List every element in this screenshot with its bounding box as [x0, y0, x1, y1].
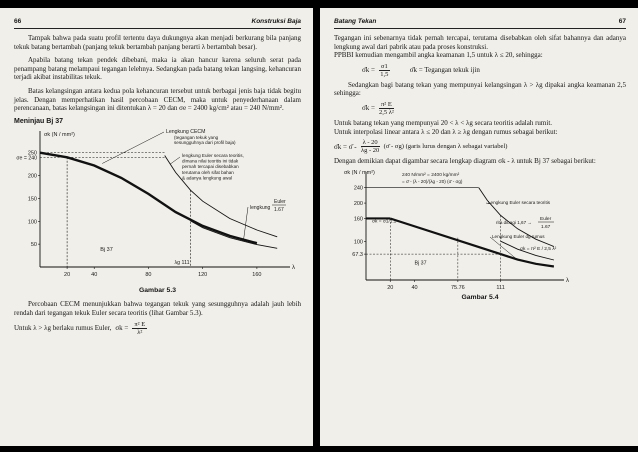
formula-2-lhs: σ̄k = [362, 104, 375, 113]
y-tick-label: 67.3 [352, 251, 363, 258]
section-heading: Meninjau Bj 37 [14, 117, 64, 125]
right-running-title: Batang Tekan [334, 18, 377, 25]
left-running-title: Konstruksi Baja [251, 18, 301, 25]
yield-note: 240 N/mm² = 2400 kg/mm² [402, 172, 460, 178]
right-page-number: 67 [618, 18, 626, 25]
x-axis-label: λ [566, 277, 569, 284]
formula-3-rest: (σ̄ - σg) (garis lurus dengan λ sebagai variabel) [383, 142, 508, 150]
cecm-note-1: (tegangan tekuk yang [174, 135, 219, 141]
formula-2-fraction [379, 101, 394, 116]
series-line-3 [501, 254, 554, 266]
euler-formula [14, 321, 301, 336]
x-tick-label: 40 [91, 272, 98, 279]
formula-2-denominator: 2,5 λ² [378, 108, 394, 116]
formula-3-lhs: σ̄k = σ̄ - [334, 142, 357, 151]
y-tick-label: 240 [353, 185, 363, 192]
y-axis-label: σk (N / mm²) [344, 169, 375, 176]
y-axis-label: σk (N / mm²) [44, 132, 75, 139]
interp-note: = σ̄ - (λ - 20)/(λg - 20) (σ̄ - σg) [402, 178, 463, 184]
right-paragraph-6: Dengan demikian dapat digambar secara lengkap diagram σk - λ untuk Bj 37 sebagai berikut: [334, 157, 596, 166]
figure-5-3-caption: Gambar 5.3 [138, 287, 177, 295]
left-paragraph-3: Batas kelangsingan antara kedua pola kehancuran tersebut untuk berbagai jenis baja tidak begitu jelas. Dengan memperhatikan hasil percobaan CECM, maka untuk penyederhanaan dalam perencanaan, batas kelangsingan ini ditentukan λ = 20 dan σe = 2400 kg/cm² atau = 240 N/mm². [14, 86, 301, 113]
x-tick-label: 120 [198, 272, 208, 279]
formula-3-numerator: λ - 20 [362, 139, 378, 147]
euler-25-formula: σk = π² E / 2,5 λ² [520, 246, 557, 252]
figure-5-4-caption: Gambar 5.4 [461, 293, 499, 301]
right-page-header [334, 16, 626, 29]
formula-1-denominator: 1,5 [380, 70, 389, 78]
x-tick-label: 20 [64, 272, 71, 279]
formula-allowable-stress [362, 63, 626, 78]
formula-1-lhs: σ̄k = [362, 66, 375, 75]
euler-167-label: lengkung [250, 205, 271, 212]
right-paragraph-3: Sedangkan bagi batang tekan yang mempunyai kelangsingan λ > λg dipakai angka keamanan 2,5 sehingga: [334, 80, 626, 98]
euler-25-note: Lengkung Euler dg rumus [492, 233, 545, 239]
euler-note-5: & adanya lengkung awal [182, 175, 233, 181]
right-paragraph-1: Tegangan ini sebenarnya tidak pernah tercapai, terutama disebabkan oleh sifat bahannya dan adanya lengkung awal dari pabrik atau pada proses konstruksi. [334, 34, 626, 51]
euler-theory-note: Lengkung Euler secara teoritis [488, 199, 551, 205]
right-paragraph-2: PPBBI kemudian mengambil angka keamanan 1,5 untuk λ ≤ 20, sehingga: [334, 51, 543, 60]
bj37-label: Bj 37 [414, 260, 427, 267]
y-tick-label-250: 250 [27, 151, 37, 158]
x-axis-label: λ [292, 265, 295, 272]
euler-leader [170, 157, 180, 164]
left-page-header [14, 16, 301, 29]
formula-interpolation [334, 139, 626, 154]
euler-167-num: Euler [540, 216, 552, 222]
y-tick-label: 100 [27, 219, 37, 226]
y-tick-label: 160 [353, 216, 363, 223]
euler-note-1: lengkung Euler secara teoritis, [182, 153, 244, 159]
x-tick-label: 20 [387, 284, 394, 291]
right-page [320, 8, 638, 446]
series-line-4 [390, 218, 500, 254]
y-tick-label: 50 [30, 242, 37, 249]
euler-denominator: λ² [137, 328, 143, 336]
figure-5-3-chart [14, 127, 300, 285]
formula-euler-safety [362, 101, 626, 116]
euler-167-note: rita dibagi 1,67 → [496, 219, 533, 225]
euler-note-4: terutama oleh sifat bahan [182, 170, 234, 176]
right-paragraph-4: Untuk batang tekan yang mempunyai 20 < λ < λg secara teoritis adalah rumit. [334, 118, 553, 127]
x-tick-label: 40 [411, 284, 418, 291]
cecm-leader [102, 132, 164, 164]
allowable-note: σk = σ1/1.5 [372, 219, 397, 225]
left-paragraph-1: Tampak bahwa pada suatu profil tertentu daya dukungnya akan menjadi berkurang bila panjang tekuk batang bertambah (panjang tekuk bertambah panjang berarti λ bertambah besar). [14, 34, 301, 51]
euler-167-den: 1.67 [274, 207, 284, 214]
y-tick-label: 200 [353, 200, 363, 207]
right-paragraph-5: Untuk interpolasi linear antara λ ≤ 20 dan λ ≥ λg dengan rumus sebagai berikut: [334, 127, 558, 136]
left-page [0, 8, 313, 446]
lambda-g-label: λg 111 [174, 260, 190, 267]
formula-2-numerator: π² E [381, 100, 392, 108]
x-tick-label: 111 [496, 284, 505, 291]
euler-fraction [132, 321, 147, 336]
formula-3-denominator: λg - 20 [360, 147, 380, 155]
euler-167-den: 1.67 [541, 224, 551, 230]
x-tick-label: 160 [252, 272, 262, 279]
euler-167-num: Euler [274, 199, 286, 206]
left-paragraph-4: Percobaan CECM menunjukkan bahwa tegangan tekuk yang sesungguhnya adalah jauh lebih rendah dari tegangan tekuk Euler secara teoritis (lihat Gambar 5.3). [14, 300, 301, 317]
euler-note-3: pernah tercapai disebabkan [182, 164, 239, 170]
euler-numerator: π² E [134, 320, 146, 328]
formula-1-numerator: σ1 [380, 62, 388, 70]
x-tick-label: 80 [145, 272, 152, 279]
formula-1-note: σ̄k = Tegangan tekuk ijin [409, 66, 480, 75]
x-tick-label: 75.76 [450, 284, 465, 291]
formula-1-fraction [379, 63, 390, 78]
y-tick-label-240: σe = 240 [16, 155, 37, 162]
bj37-label: Bj 37 [100, 247, 113, 254]
euler-formula-lhs: σk = [115, 324, 129, 333]
cecm-label: Lengkung CECM [166, 129, 206, 136]
euler-formula-prefix: Untuk λ > λg berlaku rumus Euler, [14, 324, 112, 333]
cecm-note-2: sesungguhnya dari profil baja) [174, 140, 236, 146]
y-tick-label: 200 [27, 173, 37, 180]
figure-5-4-chart [334, 166, 624, 294]
euler-note-2: dimana nilai teoritis ini tidak [182, 158, 239, 164]
left-page-number: 66 [14, 18, 22, 25]
y-tick-label: 150 [27, 196, 37, 203]
left-paragraph-2: Apabila batang tekan pendek dibebani, maka ia akan hancur karena seluruh serat pada penampang batang melampaui tegangan lelehnya. Sedangkan pada batang tekan langsing, kehancuran terjadi akibat instabilitas tekuk. [14, 56, 301, 82]
y-tick-label: 100 [353, 239, 363, 246]
formula-3-fraction [361, 139, 380, 154]
